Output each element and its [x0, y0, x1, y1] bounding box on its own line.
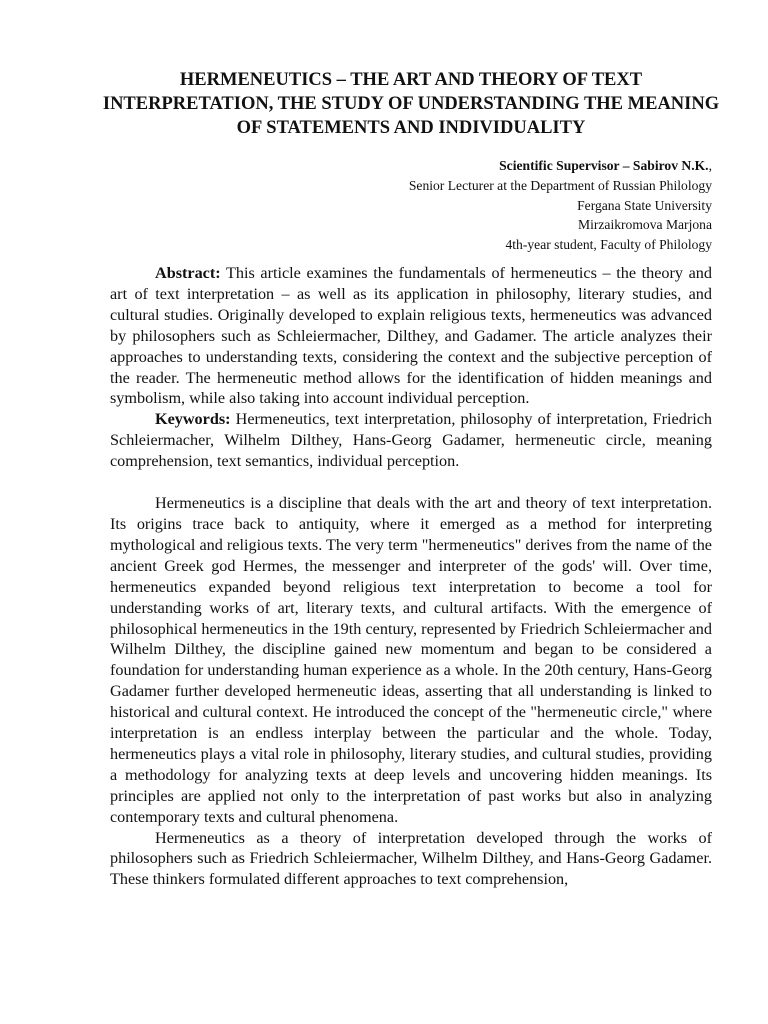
supervisor-position: Senior Lecturer at the Department of Russian Philology — [408, 177, 712, 193]
university-name: Fergana State University — [577, 197, 712, 213]
keywords-text: Hermeneutics, text interpretation, philosophy of interpretation, Friedrich Schleiermacher, Wilhelm Dilthey, Hans-Georg Gadamer, hermeneutic circle, meaning comprehension, text semantics, individual perception. — [110, 410, 712, 471]
author-status: 4th-year student, Faculty of Philology — [505, 237, 712, 253]
author-affiliation-block — [300, 156, 712, 255]
body-paragraph-1: Hermeneutics is a discipline that deals with the art and theory of text interpretation. Its origins trace back to antiquity, where it emerged as a method for interpreting mythological and religious texts. The very term "hermeneutics" derives from the name of the ancient Greek god Hermes, the messenger and interpreter of the gods' will. Over time, hermeneutics expanded beyond religious text interpretation to become a tool for understanding works of art, literary texts, and cultural artifacts. With the emergence of philosophical hermeneutics in the 19th century, represented by Friedrich Schleiermacher and Wilhelm Dilthey, the discipline gained new momentum and began to be considered a foundation for understanding human experience as a whole. In the 20th century, Hans-Georg Gadamer further developed hermeneutic ideas, asserting that all understanding is linked to historical and cultural context. He introduced the concept of the "hermeneutic circle," where interpretation is an endless interplay between the particular and the whole. Today, hermeneutics plays a vital role in philosophy, literary studies, and cultural studies, providing a methodology for analyzing texts at deep levels and uncovering hidden meanings. Its principles are applied not only to the interpretation of past works but also in analyzing contemporary texts and cultural phenomena. — [110, 494, 712, 826]
supervisor-suffix: , — [708, 158, 712, 173]
abstract-paragraph — [110, 263, 712, 409]
keywords-label: Keywords: — [155, 410, 231, 429]
abstract-text: This article examines the fundamentals of hermeneutics – the theory and art of text interpretation – as well as its application in philosophy, literary studies, and cultural studies. Originally developed to explain religious texts, hermeneutics was advanced by philosophers such as Schleiermacher, Dilthey, and Gadamer. The article analyzes their approaches to understanding texts, considering the context and the subjective perception of the reader. The hermeneutic method allows for the identification of hidden meanings and symbolism, while also taking into account individual perception. — [110, 264, 712, 408]
article-title: HERMENEUTICS – THE ART AND THEORY OF TEXT INTERPRETATION, THE STUDY OF UNDERSTANDING THE MEANING OF STATEMENTS AND INDIVIDUALITY — [102, 70, 720, 138]
article-body — [110, 263, 712, 890]
supervisor-line — [300, 156, 712, 176]
paragraph-spacer — [110, 472, 712, 493]
body-paragraph-2: Hermeneutics as a theory of interpretation developed through the works of philosophers such as Friedrich Schleiermacher, Wilhelm Dilthey, and Hans-Georg Gadamer. These thinkers formulated different approaches to text comprehension, — [110, 828, 712, 889]
author-name: Mirzaikromova Marjona — [577, 217, 712, 233]
abstract-label: Abstract: — [155, 264, 221, 282]
keywords-paragraph — [110, 409, 712, 472]
supervisor-name: Scientific Supervisor – Sabirov N.K. — [499, 158, 709, 173]
